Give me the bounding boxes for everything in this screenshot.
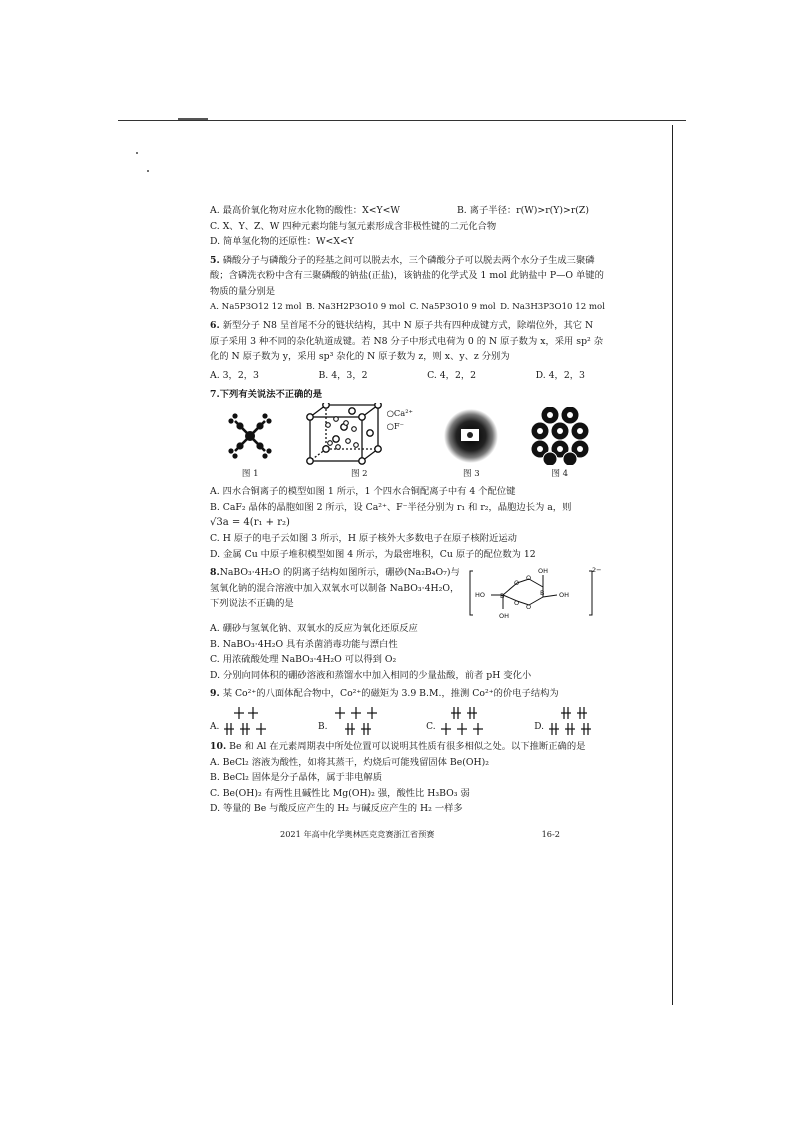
- q5-number: 5.: [210, 254, 220, 266]
- struct-label-ho: HO: [475, 591, 486, 600]
- q10-option-a: A. BeCl₂ 溶液为酸性，如将其蒸干，灼烧后可能残留固体 Be(OH)₂: [210, 756, 489, 768]
- q7-option-a: A. 四水合铜离子的模型如图 1 所示，1 个四水合铜配离子中有 4 个配位键: [210, 486, 516, 498]
- q5-stem: 磷酸分子与磷酸分子的羟基之间可以脱去水，三个磷酸分子可以脱去两个水分子生成三聚磷酸；含磷洗衣粉中含有三聚磷酸的钠盐(正盐)，该钠盐的化学式及 1 mol 此钠盐中 P—O 单键的物质的量分别是: [210, 254, 604, 297]
- q5-option-b: B. Na3H2P3O10 9 mol: [305, 301, 406, 312]
- figure-4-label: 图 4: [551, 468, 569, 479]
- q6-number: 6.: [210, 320, 220, 332]
- q7-stem: 下列有关说法不正确的是: [219, 388, 322, 400]
- footer-page-number: 16-2: [541, 829, 560, 839]
- top-rule: [118, 120, 686, 121]
- q8-stem: NaBO₃·4H₂O 的阴离子结构如图所示，硼砂(Na₂B₄O₇)与氢氧化钠的混合溶液中加入双氧水可以制备 NaBO₃·4H₂O，下列说法不正确的是: [210, 567, 460, 610]
- q5-option-c: C. Na5P3O10 9 mol: [409, 301, 496, 312]
- q4-option-a: A. 最高价氧化物对应水化物的酸性：X<Y<W: [210, 205, 400, 216]
- orbital-diagram-c-icon: [439, 704, 497, 736]
- footer-title: 2021 年高中化学奥林匹克竞赛浙江省预赛: [280, 829, 435, 839]
- orbital-diagram-b-icon: [331, 704, 389, 736]
- scan-speck: [136, 152, 138, 154]
- orbital-diagram-a-icon: [222, 704, 280, 736]
- q10-number: 10.: [210, 741, 227, 753]
- q9-option-c: [426, 704, 496, 736]
- fig2-legend-f: ○F⁻: [386, 420, 405, 431]
- q6-stem: 新型分子 N8 呈首尾不分的链状结构，其中 N 原子共有四种成键方式，除端位外，其它 N 原子采用 3 种不同的杂化轨道成键。若 N8 分子中形式电荷为 0 的 N 原子数为 x，采用 sp² 杂化的 N 原子数为 y，采用 sp³ 杂化的 N 原子数为 z，则 x、y、z 分别为: [210, 320, 604, 363]
- struct-label-b1: B: [500, 592, 505, 601]
- struct-label-o1: O: [514, 579, 520, 588]
- question-8: [210, 565, 605, 683]
- figure-1-label: 图 1: [241, 468, 259, 479]
- figure-1: [225, 407, 275, 483]
- figure-2: [306, 403, 413, 483]
- figure-4: [530, 407, 590, 483]
- question-7: [210, 387, 605, 563]
- struct-label-oh-top: OH: [538, 567, 549, 576]
- q7-figures: [210, 406, 605, 482]
- scan-speck: [147, 170, 149, 172]
- q9-option-d: [534, 704, 605, 736]
- q9-option-b-label: B.: [318, 722, 328, 733]
- struct-label-oh-bottom: OH: [499, 612, 510, 621]
- fig2-legend-ca: ○Ca²⁺: [386, 407, 413, 418]
- struct-charge: 2−: [592, 566, 602, 575]
- q6-option-a: A. 3，2，3: [210, 369, 259, 381]
- struct-label-oh-right: OH: [559, 591, 570, 600]
- hydrogen-electron-cloud-icon: [443, 407, 499, 465]
- q7-number: 7.: [210, 388, 220, 400]
- q8-option-c: C. 用浓硫酸处理 NaBO₃·4H₂O 可以得到 O₂: [210, 654, 397, 666]
- perborate-anion-structure-icon: [467, 565, 603, 621]
- q5-option-a: A. Na5P3O12 12 mol: [210, 301, 302, 312]
- exam-content: [210, 203, 605, 817]
- figure-2-label: 图 2: [350, 468, 368, 479]
- q7-option-b: B. CaF₂ 晶体的晶胞如图 2 所示，设 Ca²⁺、F⁻半径分别为 r₁ 和 r₂，晶胞边长为 a，则: [210, 501, 572, 513]
- q9-option-d-label: D.: [534, 722, 544, 733]
- q8-option-b: B. NaBO₃·4H₂O 具有杀菌消毒功能与漂白性: [210, 638, 398, 650]
- q10-option-b: B. BeCl₂ 固体是分子晶体，属于非电解质: [210, 772, 383, 784]
- figure-3: [443, 407, 499, 483]
- q9-option-b: [318, 704, 388, 736]
- orbital-diagram-d-icon: [547, 704, 605, 736]
- q4-option-c: C. X、Y、Z、W 四种元素均能与氢元素形成含非极性键的二元化合物: [210, 220, 497, 232]
- q9-option-c-label: C.: [426, 722, 436, 733]
- q8-option-a: A. 硼砂与氢氧化钠、双氧水的反应为氧化还原反应: [210, 623, 418, 635]
- q6-option-b: B. 4，3，2: [318, 369, 368, 381]
- q6-option-d: D. 4，2，3: [535, 369, 585, 381]
- page-footer: [280, 829, 560, 840]
- q4-options: [210, 203, 605, 250]
- q9-option-a-label: A.: [210, 722, 220, 733]
- q8-structure: [465, 565, 605, 621]
- q4-option-b: B. 离子半径：r(W)>r(Y)>r(Z): [456, 205, 589, 216]
- figure-3-label: 图 3: [463, 468, 480, 479]
- q10-option-c: C. Be(OH)₂ 有两性且碱性比 Mg(OH)₂ 强，酸性比 H₃BO₃ 弱: [210, 787, 470, 799]
- q6-option-c: C. 4，2，2: [427, 369, 477, 381]
- struct-label-o2: O: [526, 574, 532, 583]
- q7-option-b-formula: √3a = 4(r₁ + r₂): [210, 517, 290, 529]
- q9-number: 9.: [210, 688, 220, 700]
- tetraaqua-copper-model-icon: [225, 407, 275, 465]
- q8-number: 8.: [210, 567, 220, 579]
- right-edge-rule: [672, 125, 673, 1005]
- struct-label-o3: O: [514, 599, 520, 608]
- question-6: [210, 318, 605, 383]
- question-9: [210, 686, 605, 736]
- caf2-unit-cell-icon: [306, 403, 384, 465]
- q9-option-a: [210, 704, 280, 736]
- q5-option-d: D. Na3H3P3O10 12 mol: [500, 301, 605, 312]
- q4-option-d: D. 简单氢化物的还原性：W<X<Y: [210, 236, 354, 248]
- struct-label-b2: B: [540, 589, 545, 598]
- q10-stem: Be 和 Al 在元素周期表中所处位置可以说明其性质有很多相似之处。以下推断正确的是: [229, 741, 586, 753]
- q10-option-d: D. 等量的 Be 与酸反应产生的 H₂ 与碱反应产生的 H₂ 一样多: [210, 803, 463, 815]
- q7-option-d: D. 金属 Cu 中原子堆积模型如图 4 所示，为最密堆积，Cu 原子的配位数为 12: [210, 548, 536, 560]
- struct-label-o4: O: [526, 603, 532, 612]
- q9-stem: 某 Co²⁺的八面体配合物中，Co²⁺的磁矩为 3.9 B.M.，推测 Co²⁺的价电子结构为: [222, 688, 559, 700]
- q8-option-d: D. 分别向同体积的硼砂溶液和蒸馏水中加入相同的少量盐酸，前者 pH 变化小: [210, 669, 532, 681]
- copper-close-packing-icon: [530, 407, 590, 465]
- q7-option-c: C. H 原子的电子云如图 3 所示，H 原子核外大多数电子在原子核附近运动: [210, 532, 517, 544]
- question-5: [210, 253, 605, 315]
- q9-options: [210, 704, 605, 736]
- question-10: [210, 739, 605, 817]
